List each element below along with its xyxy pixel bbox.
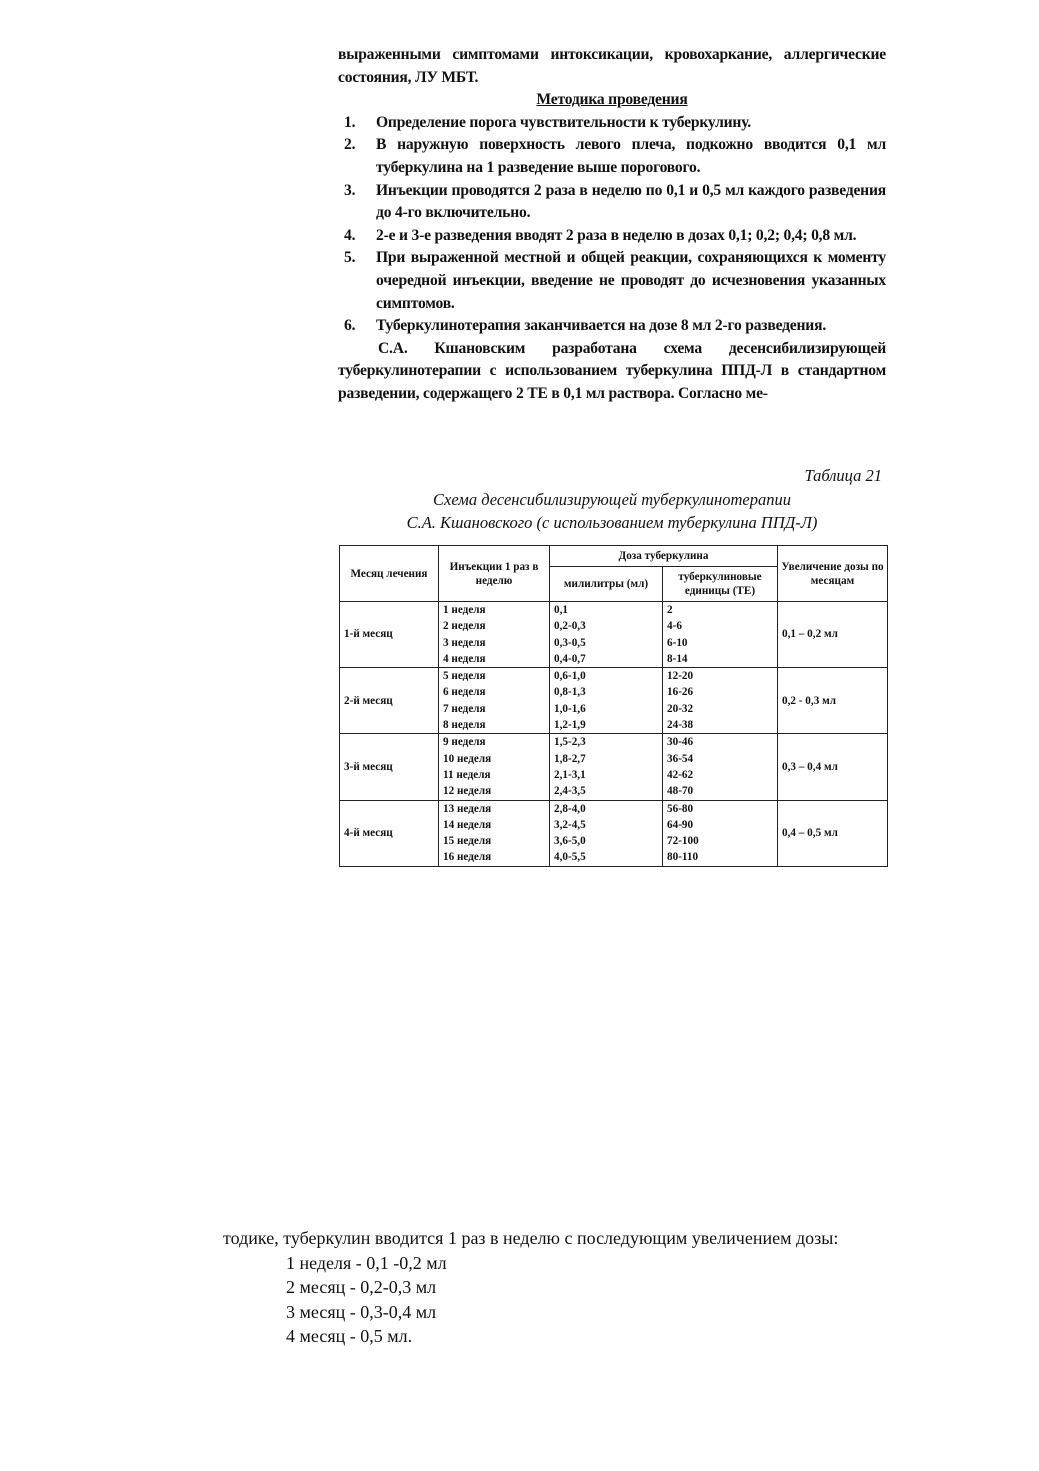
ml-value: 1,8-2,7	[554, 752, 586, 765]
te-value: 8-14	[667, 652, 688, 665]
ml-value: 0,2-0,3	[554, 620, 586, 633]
table-row	[340, 800, 888, 866]
step-text: В наружную поверхность левого плеча, подкожно вводится 0,1 мл туберкулина на 1 разведение выше порогового.	[376, 136, 886, 176]
header-te: туберкулиновые единицы (ТЕ)	[663, 567, 778, 602]
increase-cell: 0,1 – 0,2 мл	[778, 602, 888, 668]
week-label: 14 неделя	[443, 818, 492, 831]
month-cell: 3-й месяц	[340, 734, 439, 800]
te-cell	[663, 734, 778, 800]
table-row	[340, 602, 888, 668]
method-heading: Методика проведения	[536, 91, 688, 109]
te-value: 12-20	[667, 670, 694, 683]
ml-value: 0,1	[554, 604, 568, 616]
ml-value: 0,6-1,0	[554, 670, 586, 683]
header-injections: Инъекции 1 раз в неделю	[439, 546, 550, 602]
table-header-row	[340, 546, 888, 567]
step-item	[338, 180, 886, 225]
ml-value: 3,6-5,0	[554, 835, 586, 848]
ml-value: 0,3-0,5	[554, 636, 586, 649]
increase-cell: 0,4 – 0,5 мл	[778, 800, 888, 866]
ml-value: 4,0-5,5	[554, 851, 586, 864]
ml-value: 3,2-4,5	[554, 818, 586, 831]
header-ml: милилитры (мл)	[550, 567, 663, 602]
header-increase: Увеличение дозы по месяцам	[778, 546, 888, 602]
step-number: 4.	[344, 226, 356, 244]
week-label: 10 неделя	[443, 752, 492, 765]
dose-list-item: 4 месяц - 0,5 мл.	[286, 1326, 413, 1346]
step-number: 1.	[344, 113, 356, 131]
week-label: 12 неделя	[443, 785, 492, 798]
table-title-line-2: С.А. Кшановского (с использованием туберкулина ППД-Л)	[406, 513, 818, 532]
te-value: 72-100	[667, 835, 699, 848]
month-cell: 1-й месяц	[340, 602, 439, 668]
scanned-page-text	[338, 44, 886, 406]
table-title-line-1: Схема десенсибилизирующей туберкулинотерапии	[433, 490, 791, 509]
ml-value: 1,5-2,3	[554, 736, 586, 749]
weeks-cell	[439, 602, 550, 668]
step-item	[338, 225, 886, 248]
header-dose: Доза туберкулина	[550, 546, 778, 567]
step-text: При выраженной местной и общей реакции, сохраняющихся к моменту очередной инъекции, введение не проводят до исчезновения указанных симптомов.	[376, 249, 886, 312]
week-label: 6 неделя	[443, 686, 486, 699]
step-item	[338, 112, 886, 135]
te-value: 48-70	[667, 785, 694, 798]
table-row	[340, 668, 888, 734]
te-value: 42-62	[667, 768, 694, 781]
ml-value: 2,8-4,0	[554, 802, 586, 815]
step-number: 2.	[344, 136, 356, 154]
te-value: 80-110	[667, 851, 699, 864]
week-label: 9 неделя	[443, 736, 486, 749]
te-value: 20-32	[667, 702, 694, 715]
dose-list-item: 3 месяц - 0,3-0,4 мл	[286, 1301, 437, 1322]
ml-cell	[550, 668, 663, 734]
table-row	[340, 734, 888, 800]
week-label: 13 неделя	[443, 802, 492, 815]
weeks-cell	[439, 668, 550, 734]
continuation-text: тодике, туберкулин вводится 1 раз в неделю с последующим увеличением дозы:	[223, 1228, 839, 1248]
step-text: Инъекции проводятся 2 раза в неделю по 0,1 и 0,5 мл каждого разведения до 4-го включительно.	[376, 181, 886, 222]
ml-cell	[550, 734, 663, 800]
week-label: 1 неделя	[443, 604, 486, 616]
week-label: 11 неделя	[443, 768, 491, 781]
weeks-cell	[439, 800, 550, 866]
step-number: 3.	[344, 181, 356, 199]
te-value: 6-10	[667, 636, 688, 649]
te-cell	[663, 602, 778, 668]
month-cell: 2-й месяц	[340, 668, 439, 734]
intro-text: выраженными симптомами интоксикации, кровохаркание, аллергические состояния, ЛУ МБТ.	[338, 46, 886, 86]
step-text: 2-е и 3-е разведения вводят 2 раза в неделю в дозах 0,1; 0,2; 0,4; 0,8 мл.	[376, 226, 857, 244]
ml-cell	[550, 602, 663, 668]
te-value: 4-6	[667, 620, 682, 633]
continuation-section	[223, 1226, 838, 1349]
step-item	[338, 247, 886, 315]
ml-value: 1,2-1,9	[554, 719, 586, 732]
week-label: 3 неделя	[443, 636, 486, 649]
ml-value: 0,4-0,7	[554, 652, 586, 665]
te-value: 56-80	[667, 802, 694, 815]
step-text: Туберкулинотерапия заканчивается на дозе 8 мл 2-го разведения.	[376, 317, 827, 335]
month-cell: 4-й месяц	[340, 800, 439, 866]
week-label: 16 неделя	[443, 851, 492, 864]
ml-value: 0,8-1,3	[554, 686, 586, 699]
step-item	[338, 134, 886, 179]
te-cell	[663, 668, 778, 734]
te-cell	[663, 800, 778, 866]
step-number: 6.	[344, 317, 356, 335]
te-value: 64-90	[667, 818, 694, 831]
te-value: 16-26	[667, 686, 694, 699]
weeks-cell	[439, 734, 550, 800]
week-label: 8 неделя	[443, 719, 486, 732]
te-value: 30-46	[667, 736, 694, 749]
te-value: 2	[667, 604, 673, 616]
step-number: 5.	[344, 249, 356, 267]
week-label: 15 неделя	[443, 835, 492, 848]
dosage-table	[339, 545, 888, 867]
ml-value: 2,1-3,1	[554, 768, 586, 781]
ml-cell	[550, 800, 663, 866]
week-label: 7 неделя	[443, 702, 486, 715]
step-item	[338, 315, 886, 338]
ml-value: 2,4-3,5	[554, 785, 586, 798]
body-paragraph: С.А. Кшановским разработана схема десенсибилизирующей туберкулинотерапии с использованием туберкулина ППД-Л в стандартном разведении, содержащего 2 ТЕ в 0,1 мл раствора. Согласно ме-	[338, 339, 886, 402]
method-steps-list	[338, 112, 886, 338]
week-label: 5 неделя	[443, 670, 486, 683]
table-number: Таблица 21	[804, 466, 882, 485]
header-month: Месяц лечения	[340, 546, 439, 602]
step-text: Определение порога чувствительности к туберкулину.	[376, 113, 751, 131]
dose-list-item: 1 неделя - 0,1 -0,2 мл	[286, 1252, 447, 1273]
increase-cell: 0,3 – 0,4 мл	[778, 734, 888, 800]
week-label: 4 неделя	[443, 652, 486, 665]
week-label: 2 неделя	[443, 620, 486, 633]
dose-list-item: 2 месяц - 0,2-0,3 мл	[286, 1277, 437, 1297]
increase-cell: 0,2 - 0,3 мл	[778, 668, 888, 734]
te-value: 24-38	[667, 719, 694, 732]
ml-value: 1,0-1,6	[554, 702, 586, 715]
te-value: 36-54	[667, 752, 694, 765]
